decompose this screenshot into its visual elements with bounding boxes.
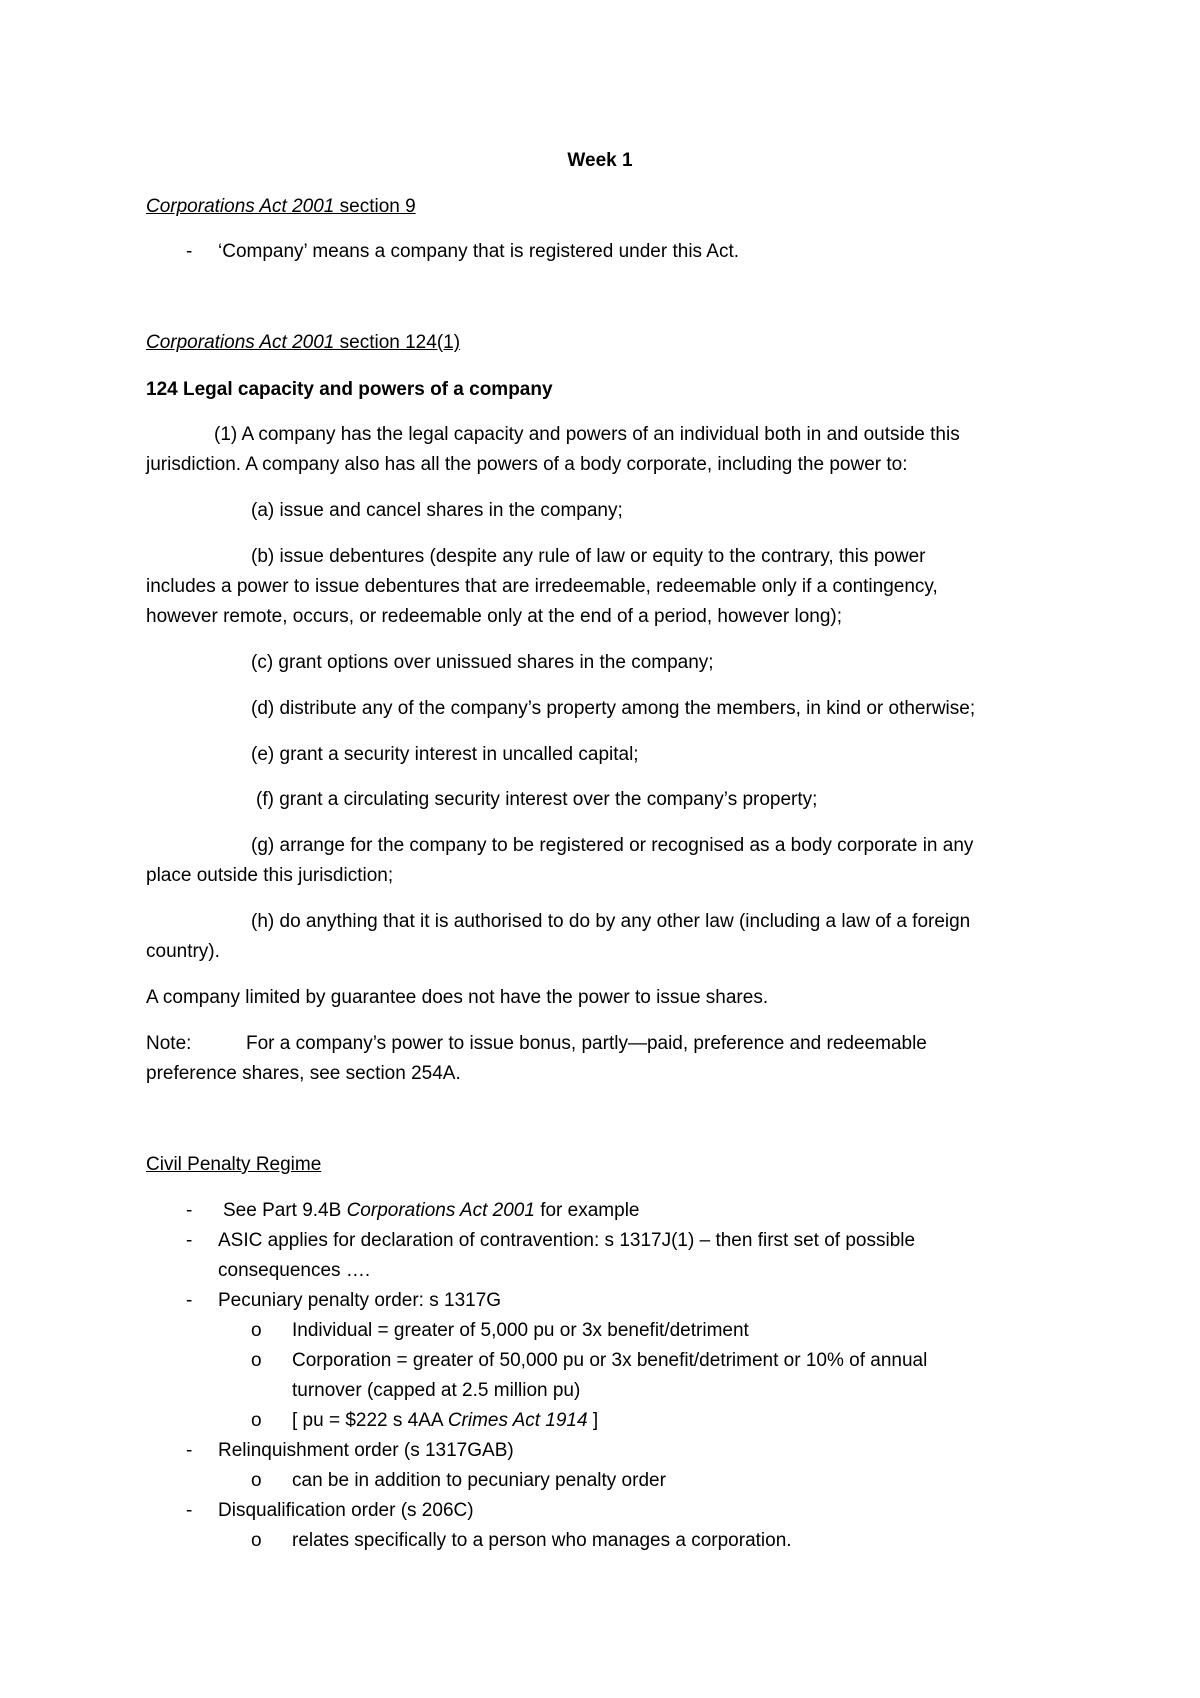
dash-bullet: - xyxy=(186,1500,193,1521)
s124-para-b-line3: however remote, occurs, or redeemable only at the end of a period, however long); xyxy=(146,606,842,627)
civil-bullet-part-pre: See Part 9.4B xyxy=(223,1200,347,1221)
civil-sub-corporation-line1: Corporation = greater of 50,000 pu or 3x benefit/detriment or 10% of annual xyxy=(292,1350,928,1371)
s9-definition: ‘Company’ means a company that is registered under this Act. xyxy=(218,241,739,262)
dash-bullet: - xyxy=(186,241,193,262)
civil-bullet-part-act: Corporations Act 2001 xyxy=(346,1200,535,1221)
page-title: Week 1 xyxy=(567,150,633,171)
s124-para-b-line2: includes a power to issue debentures that are irredeemable, redeemable only if a contingency, xyxy=(146,576,938,597)
s124-para-h-line2: country). xyxy=(146,941,220,962)
s124-para-h-line1: (h) do anything that it is authorised to do by any other law (including a law of a foreign xyxy=(251,911,971,932)
dash-bullet: - xyxy=(186,1290,193,1311)
s9-heading xyxy=(146,192,416,222)
civil-sub-pu-act: Crimes Act 1914 xyxy=(447,1410,588,1431)
civil-sub-individual: Individual = greater of 5,000 pu or 3x benefit/detriment xyxy=(292,1320,749,1341)
civil-penalty-heading: Civil Penalty Regime xyxy=(146,1154,322,1175)
circle-bullet: o xyxy=(251,1410,262,1431)
civil-sub-pu-pre: [ pu = $222 s 4AA xyxy=(292,1410,448,1431)
s124-para-d: (d) distribute any of the company’s property among the members, in kind or otherwise; xyxy=(251,698,976,719)
circle-bullet: o xyxy=(251,1530,262,1551)
dash-bullet: - xyxy=(186,1440,193,1461)
s124-reference-act: Corporations Act 2001 xyxy=(146,332,335,353)
circle-bullet: o xyxy=(251,1350,262,1371)
s124-note-line2: preference shares, see section 254A. xyxy=(146,1063,461,1084)
s124-para-c: (c) grant options over unissued shares in the company; xyxy=(251,652,714,673)
dash-bullet: - xyxy=(186,1200,193,1221)
s9-heading-act: Corporations Act 2001 xyxy=(146,196,335,217)
civil-bullet-relinquishment: Relinquishment order (s 1317GAB) xyxy=(218,1440,514,1461)
civil-bullet-asic-line2: consequences …. xyxy=(218,1260,371,1281)
civil-bullet-part-9-4b xyxy=(223,1196,639,1226)
s124-note-line1: For a company’s power to issue bonus, partly—paid, preference and redeemable xyxy=(246,1033,927,1054)
civil-bullet-part-post: for example xyxy=(534,1200,640,1221)
circle-bullet: o xyxy=(251,1320,262,1341)
s124-para-b-line1: (b) issue debentures (despite any rule of law or equity to the contrary, this power xyxy=(251,546,926,567)
s124-note-label: Note: xyxy=(146,1033,192,1054)
civil-sub-disqualification: relates specifically to a person who manages a corporation. xyxy=(292,1530,792,1551)
civil-sub-corporation-line2: turnover (capped at 2.5 million pu) xyxy=(292,1380,581,1401)
s124-para-a: (a) issue and cancel shares in the company; xyxy=(251,500,623,521)
civil-sub-pu-post: ] xyxy=(587,1410,599,1431)
s124-reference-section: section 124(1) xyxy=(334,332,461,353)
civil-bullet-pecuniary: Pecuniary penalty order: s 1317G xyxy=(218,1290,502,1311)
civil-bullet-disqualification: Disqualification order (s 206C) xyxy=(218,1500,474,1521)
s124-reference xyxy=(146,328,460,358)
s9-heading-section: section 9 xyxy=(334,196,416,217)
civil-bullet-asic-line1: ASIC applies for declaration of contravention: s 1317J(1) – then first set of possible xyxy=(218,1230,916,1251)
circle-bullet: o xyxy=(251,1470,262,1491)
s124-para-g-line1: (g) arrange for the company to be registered or recognised as a body corporate in any xyxy=(251,835,974,856)
s124-guarantee-text: A company limited by guarantee does not have the power to issue shares. xyxy=(146,987,769,1008)
s124-para-g-line2: place outside this jurisdiction; xyxy=(146,865,394,886)
s124-heading: 124 Legal capacity and powers of a company xyxy=(146,379,553,400)
s124-sub1-line1: (1) A company has the legal capacity and powers of an individual both in and outside this xyxy=(214,424,960,445)
s124-sub1-line2: jurisdiction. A company also has all the powers of a body corporate, including the power to: xyxy=(146,454,908,475)
s124-para-e: (e) grant a security interest in uncalled capital; xyxy=(251,744,639,765)
civil-sub-relinquishment: can be in addition to pecuniary penalty order xyxy=(292,1470,666,1491)
s124-para-f: (f) grant a circulating security interest over the company’s property; xyxy=(256,789,818,810)
dash-bullet: - xyxy=(186,1230,193,1251)
civil-sub-pu-value xyxy=(292,1406,598,1436)
